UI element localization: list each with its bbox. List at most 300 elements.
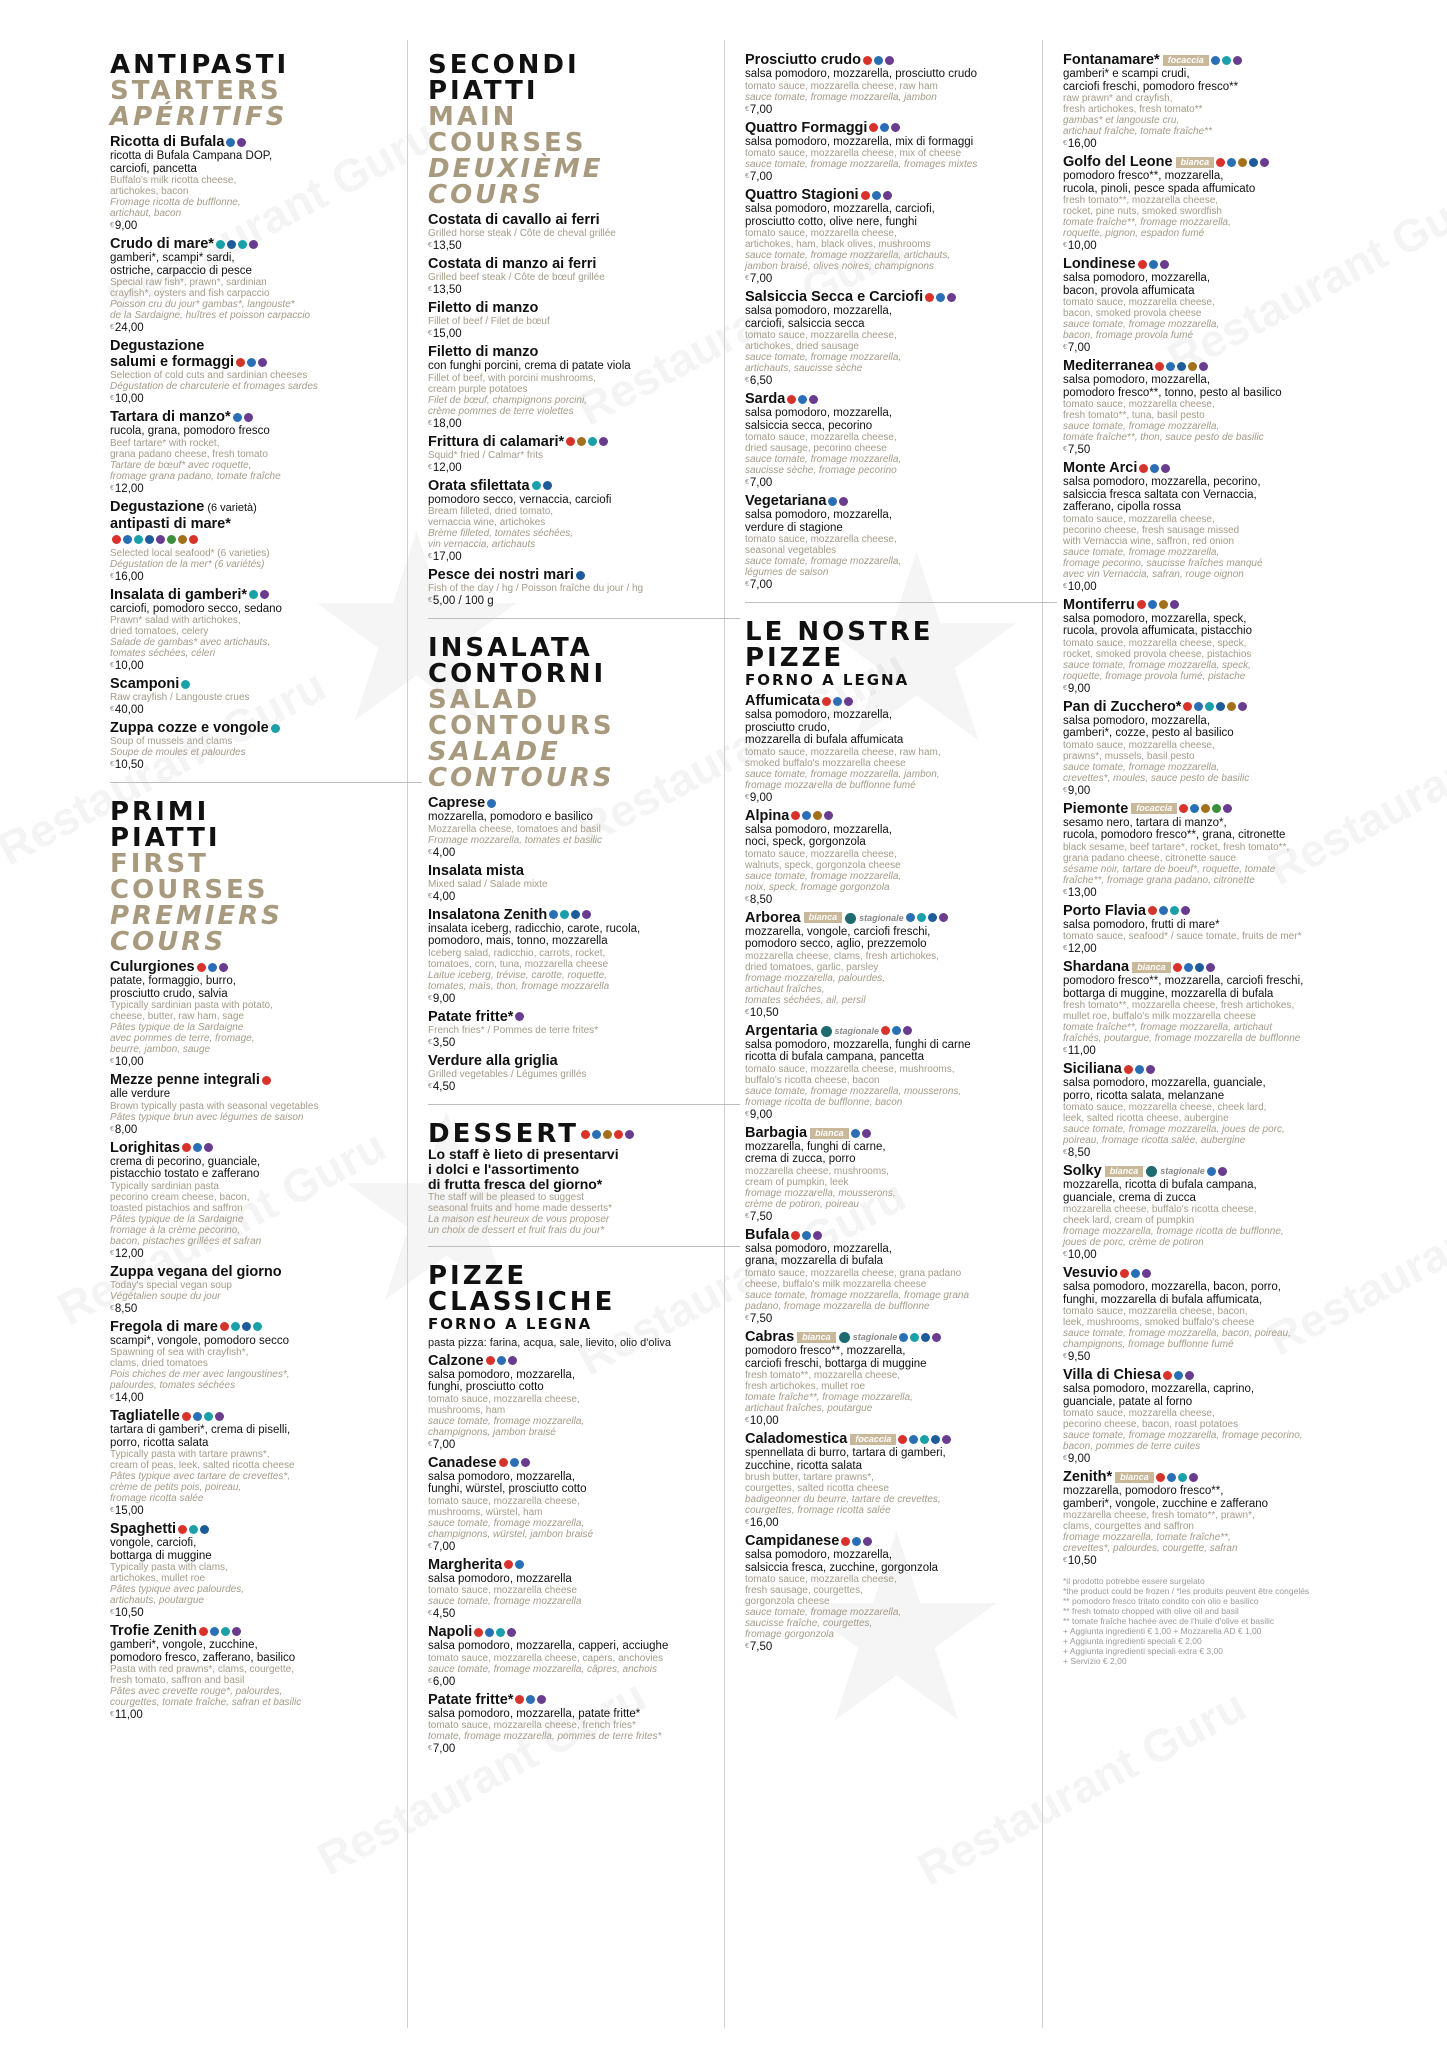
tomato-allergen-icon [1173,963,1182,972]
menu-item [745,693,1057,805]
dish-ingredients-en: artichokes, bacon [110,186,189,197]
seasonal-badge: stagionale [821,1023,880,1039]
meat-allergen-icon [1223,804,1232,813]
dish-ingredients: ricotta di Bufala Campana DOP, [110,150,273,162]
dish-price: € 4,50 [428,1080,740,1094]
dish-ingredients: salsa pomodoro, frutti di mare* [1063,918,1220,931]
dish-ingredients-fr: Pâtes typique avec tartare de crevettes*, [110,1471,291,1482]
dish-ingredients-en: with Vernaccia wine, saffron, red onion [1063,535,1235,547]
dish-name [745,120,1057,136]
dish-ingredients: guanciale, patate al forno [1063,1395,1193,1408]
menu-item [110,499,422,584]
dish-name-text: Zenith* [1063,1469,1113,1486]
dish-ingredients-fr: fromage grana padano, tomate fraîche [110,470,281,482]
cheese-allergen-icon [210,1627,219,1636]
dish-name [428,256,740,272]
menu-item [110,134,422,233]
dish-ingredients: noci, speck, gorgonzola [745,836,866,848]
dish-type-badge: bianca [1105,1166,1144,1177]
dish-ingredients-en: raw prawn* and crayfish, [1063,93,1173,104]
cheese-allergen-icon [872,191,881,200]
dish-name-text: Solky [1063,1163,1102,1179]
dish-ingredients-fr: sauce tomate, fromage mozzarella, [1063,546,1220,558]
dish-ingredients: salsa pomodoro, mozzarella, mix di formaggi [745,135,974,148]
dish-type-badge: bianca [1115,1472,1154,1483]
dish-name-text: Campidanese [745,1533,840,1550]
menu-item [1063,52,1375,151]
meat-allergen-icon [883,191,892,200]
dish-ingredients: salsa pomodoro, mozzarella, [745,823,893,836]
dish-price: € 40,00 [110,703,422,717]
dish-name-text: Zuppa vegana del giorno [110,1263,282,1280]
section-title: PRIMI [110,797,210,827]
dessert-text: Lo staff è lieto di presentarvi [428,1145,619,1162]
meat-allergen-icon [1189,1473,1198,1482]
meat-allergen-icon [244,413,253,422]
dish-ingredients: salsa pomodoro, mozzarella, speck, [1063,612,1247,625]
dish-ingredients: mozzarella, pomodoro fresco**, [1063,1485,1224,1498]
dish-ingredients-fr: avec vin Vernaccia, safran, rouge oignon [1063,568,1244,580]
dish-name [428,863,740,879]
seafood-allergen-icon [1178,1473,1187,1482]
tomato-allergen-icon [869,123,878,132]
dish-name [1063,358,1375,374]
tomato-allergen-icon [822,697,831,706]
menu-item [745,910,1057,1020]
section-separator [745,602,1057,603]
dish-ingredients-en: crayfish*, oysters and fish carpaccio [110,288,270,299]
insalata-header [428,635,740,791]
dish-name [1063,1265,1375,1281]
dish-type-badge: bianca [1132,962,1171,973]
primi-list [110,959,422,1722]
seafood-allergen-icon [253,1322,262,1331]
dish-name-text: Pesce dei nostri mari [428,567,574,583]
dish-ingredients-fr: fromage mozzarella, tomate fraîche**, [1063,1532,1231,1544]
menu-item [428,478,740,565]
dish-name-text: Pan di Zucchero* [1063,698,1182,715]
dish-ingredients-en: fresh tomato**, mozzarella cheese, fresh artichokes, [1063,1000,1295,1011]
dish-ingredients-fr: sauce tomate, fromage mozzarella, [1063,319,1220,330]
dish-ingredients: salsiccia fresca, zucchine, gorgonzola [745,1561,939,1574]
secondi-list [428,212,740,608]
fish-allergen-icon [1249,158,1258,167]
dish-name-text: Margherita [428,1556,503,1573]
meat-allergen-icon [156,535,165,544]
dish-ingredients-fr: sauce tomate, fromage mozzarella, mousserons, [745,1085,962,1097]
nuts-allergen-icon [1238,158,1247,167]
dish-ingredients-en: tomato sauce, seafood* / sauce tomate, fruits de mer* [1063,931,1302,942]
dish-name-text: Filetto di manzo [428,300,539,316]
dish-name-text: Insalata mista [428,862,524,879]
dish-ingredients: zafferano, cipolla rossa [1063,501,1182,513]
pizze-list [745,52,1057,592]
dish-ingredients-en: fresh tomato, saffron and basil [110,1675,245,1686]
dish-type-badge: bianca [1176,157,1215,168]
meat-allergen-icon [249,240,258,249]
tomato-allergen-icon [787,395,796,404]
pizze-classiche-header [428,1260,740,1349]
dish-ingredients-fr: Pâtes avec crevette rouge*, palourdes, [110,1686,283,1697]
section-title-en: COURSES [428,128,587,158]
section-title: PIATTI [428,76,539,106]
seafood-allergen-icon [271,724,280,733]
dish-ingredients-fr: noix, speck, fromage gorgonzola [745,881,890,893]
dish-ingredients-en: cheek lard, cream of pumpkin [1063,1215,1195,1227]
dish-name-text: Frittura di calamari* [428,433,565,450]
dish-ingredients-fr: fromage mozzarella, palourdes, [745,972,886,984]
dish-name [428,1692,740,1708]
meat-allergen-icon [258,358,267,367]
dish-ingredients-en: artichokes, ham, black olives, mushrooms [745,239,931,250]
section-title-fr: COURS [110,927,227,957]
meat-allergen-icon [507,1628,516,1637]
dish-price: € 7,50 [745,1640,1057,1654]
menu-item [745,1227,1057,1326]
dish-ingredients-en: Typically pasta with tartare prawns*, [110,1449,270,1460]
dish-price: € 10,50 [745,1006,1057,1020]
fish-allergen-icon [145,535,154,544]
dish-name-text: Quattro Stagioni [745,187,859,203]
dish-name [745,52,1057,68]
cheese-allergen-icon [549,910,558,919]
menu-item [745,187,1057,286]
veg-allergen-icon [1212,804,1221,813]
section-title: INSALATA [428,633,593,663]
menu-item [745,1023,1057,1122]
dish-name-text: Vesuvio [1063,1265,1118,1282]
cheese-allergen-icon [247,358,256,367]
dish-name [110,959,422,975]
dish-ingredients-en: tomato sauce, mozzarella cheese, [1063,399,1215,410]
meat-allergen-icon [862,1129,871,1138]
meat-allergen-icon [1218,1167,1227,1176]
dish-ingredients-en: vernaccia wine, artichokes [428,517,546,528]
meat-allergen-icon [1233,56,1242,65]
dish-ingredients: zucchine, ricotta salata [745,1459,862,1472]
menu-item [428,300,740,341]
dish-ingredients-fr: Pois chiches de mer avec langoustines*, [110,1369,290,1380]
menu-item [428,907,740,1006]
dish-ingredients: salsa pomodoro, mozzarella [428,1572,572,1585]
seafood-allergen-icon [910,1333,919,1342]
menu-item [745,493,1057,592]
dish-name [428,344,740,360]
tomato-allergen-icon [474,1628,483,1637]
dish-ingredients-en: grana padano cheese, citronette sauce [1063,852,1236,864]
dish-price: € 7,00 [428,1540,740,1554]
seafood-allergen-icon [216,240,225,249]
dish-ingredients: salsa pomodoro, mozzarella, [745,1549,893,1562]
dish-ingredients-fr: fromage gorgonzola [745,1629,834,1641]
meat-allergen-icon [1142,1269,1151,1278]
dish-name [110,1521,422,1537]
dish-ingredients: salsa pomodoro, mozzarella, capperi, acciughe [428,1640,669,1652]
tomato-allergen-icon [791,811,800,820]
dish-name-text: Filetto di manzo [428,344,539,360]
meat-allergen-icon [1170,600,1179,609]
seafood-allergen-icon [496,1628,505,1637]
dish-ingredients-en: tomato sauce, mozzarella cheese, capers, anchovies [428,1652,664,1664]
tomato-allergen-icon [1124,1065,1133,1074]
dish-ingredients: crema di zucca, porro [745,1153,856,1166]
menu-item [745,391,1057,490]
dish-ingredients-en: clams, dried tomatoes [110,1358,208,1369]
dish-ingredients-en: dried tomatoes, celery [110,626,209,637]
dish-ingredients: mozzarella, funghi di carne, [745,1140,886,1153]
dish-price: € 7,00 [745,272,1057,286]
dish-ingredients-en: tomato sauce, mozzarella cheese, raw ham [745,80,938,92]
dish-name-text: Londinese [1063,256,1136,272]
menu-item [110,338,422,406]
dish-ingredients-fr: sauce tomate, fromage mozzarella [428,1596,582,1607]
dish-type-badge: bianca [804,912,843,923]
tomato-allergen-icon [898,1435,907,1444]
dish-name-text: Lorighitas [110,1139,181,1156]
seafood-allergen-icon [1170,906,1179,915]
dish-ingredients-en: mozzarella cheese, fresh tomato**, prawn*, [1063,1510,1255,1522]
dish-ingredients: pistacchio tostato e zafferano [110,1168,260,1180]
dish-ingredients: pomodoro secco, vernaccia, carciofi [428,493,612,506]
fish-allergen-icon [576,571,585,580]
cheese-allergen-icon [487,799,496,808]
dish-name-text: Costata di manzo ai ferri [428,256,597,272]
dish-name-text: Orata sfilettata [428,477,530,494]
dish-ingredients: salsa pomodoro, mozzarella, [1063,272,1211,284]
meat-allergen-icon [219,963,228,972]
menu-item [110,1319,422,1406]
dish-ingredients: salsa pomodoro, mozzarella, [745,1242,893,1255]
dish-ingredients-en: Pasta with red prawns*, clams, courgette, [110,1664,294,1675]
dish-name [110,1072,422,1088]
dish-price: € 9,00 [110,219,422,233]
dish-price: € 12,00 [428,461,740,475]
dish-price: € 10,00 [110,392,422,406]
meat-allergen-icon [1181,906,1190,915]
dish-ingredients-fr: badigeonner du beurre, tartare de crevettes, [745,1494,941,1506]
cheese-allergen-icon [906,913,915,922]
dish-ingredients: prosciutto crudo, [745,721,831,734]
meat-allergen-icon [537,1695,546,1704]
dish-ingredients-en: tomato sauce, mozzarella cheese, [1063,297,1215,308]
dish-ingredients-en: fresh tomato**, tuna, basil pesto [1063,410,1205,421]
menu-item [745,52,1057,117]
dish-ingredients-en: Selection of cold cuts and sardinian cheeses [110,370,308,381]
dish-price: € 17,00 [428,550,740,564]
dish-ingredients-en: Typically sardinian pasta [110,1180,219,1192]
menu-item [110,1072,422,1137]
dish-price: € 12,00 [1063,942,1375,956]
cheese-allergen-icon [802,811,811,820]
dish-price: € 7,50 [745,1210,1057,1224]
dish-price: € 7,00 [428,1438,740,1452]
dish-ingredients: alle verdure [110,1088,171,1100]
dish-ingredients: porro, ricotta salata, melanzane [1063,1089,1225,1102]
meat-allergen-icon [844,697,853,706]
fish-allergen-icon [928,913,937,922]
dish-ingredients-fr: tomate fraîche**, thon, sauce pesto de basilic [1063,432,1264,443]
cheese-allergen-icon [851,1129,860,1138]
menu-item [1063,959,1375,1058]
dish-type-badge: bianca [797,1332,836,1343]
cheese-allergen-icon [592,1130,601,1139]
dish-price: € 7,00 [428,1742,740,1756]
fish-allergen-icon [1216,702,1225,711]
menu-item [428,567,740,608]
dish-ingredients-fr: sauce tomate, fromage mozzarella, [745,352,902,363]
cheese-allergen-icon [880,123,889,132]
menu-item [1063,1469,1375,1568]
dish-ingredients-fr: Fromage mozzarella, tomates et basilic [428,834,602,846]
tomato-allergen-icon [499,1458,508,1467]
dish-price: € 6,50 [745,374,1057,388]
dish-price: € 12,00 [110,482,422,496]
dish-ingredients-en: Soup of mussels and clams [110,736,233,747]
dish-ingredients-fr: sauce tomate, fromage mozzarella, [745,556,902,567]
tomato-allergen-icon [1137,600,1146,609]
primi-header [110,799,422,955]
dish-name [428,567,740,583]
nuts-allergen-icon [813,811,822,820]
section-title: ANTIPASTI [110,50,290,80]
dish-ingredients-fr: bacon, fromage provola fumé [1063,330,1194,341]
meat-allergen-icon [863,1537,872,1546]
dish-ingredients-en: prawns*, mussels, basil pesto [1063,750,1195,762]
dish-price: € 7,00 [745,578,1057,592]
menu-item [428,1692,740,1757]
tomato-allergen-icon [791,1231,800,1240]
nuts-allergen-icon [178,535,187,544]
dessert-text: di frutta fresca del giorno* [428,1175,603,1192]
dish-name [1063,256,1375,272]
dish-name-text: Calzone [428,1352,484,1369]
cheese-allergen-icon [233,413,242,422]
cheese-allergen-icon [193,1412,202,1421]
cheese-allergen-icon [208,963,217,972]
meat-allergen-icon [582,910,591,919]
seasonal-badge: stagionale [1146,1163,1205,1179]
cheese-allergen-icon [1149,260,1158,269]
section-separator [428,618,740,619]
dish-price: € 8,50 [1063,1146,1375,1160]
dish-ingredients-fr: Pâtes typique avec palourdes, [110,1584,244,1595]
dish-ingredients-fr: tomate, fromage mozzarella, pommes de terre frites* [428,1731,662,1742]
dish-ingredients-fr: Soupe de moules et palourdes [110,747,246,758]
dish-ingredients-fr: fromage mozzarella, fromage ricotta de bufflonne, [1063,1226,1284,1238]
dish-name [110,338,422,354]
cheese-allergen-icon [1131,1269,1140,1278]
cheese-allergen-icon [1190,804,1199,813]
fish-allergen-icon [1177,362,1186,371]
dish-name-text: Mediterranea [1063,358,1154,374]
dish-ingredients: rucola, pinoli, pesce spada affumicato [1063,182,1256,195]
meat-allergen-icon [508,1356,517,1365]
menu-item [745,808,1057,907]
section-title: PIZZE [428,1260,528,1291]
menu-item [110,1521,422,1620]
dish-ingredients-en: clams, courgettes and saffron [1063,1521,1194,1533]
meat-allergen-icon [232,1627,241,1636]
tomato-allergen-icon [881,1026,890,1035]
dish-price: € 13,50 [428,283,740,297]
dish-price: € 9,00 [745,791,1057,805]
dish-ingredients-fr: palourdes, tomates séchées [110,1380,236,1391]
dish-ingredients-en: tomato sauce, mozzarella cheese, [745,432,897,443]
watermark [909,1678,1255,1896]
dish-name-text: Affumicata [745,693,820,709]
dish-name [745,808,1057,824]
dish-ingredients-fr: sauce tomate, fromage mozzarella, artichauts, [745,250,951,261]
dish-price: € 9,00 [428,992,740,1006]
meat-allergen-icon [891,123,900,132]
cheese-allergen-icon [833,697,842,706]
dish-price: € 10,50 [110,758,422,772]
tomato-allergen-icon [199,1627,208,1636]
tomato-allergen-icon [236,358,245,367]
menu-item [428,256,740,297]
meat-allergen-icon [625,1130,634,1139]
meat-allergen-icon [839,497,848,506]
section-title-en: SALAD [428,685,541,715]
dish-ingredients: salsiccia fresca saltata con Vernaccia, [1063,488,1257,501]
dish-name-text: Sarda [745,391,786,407]
dish-ingredients-en: tomato sauce, mozzarella cheese, raw ham, [745,746,941,758]
dish-price: € 9,00 [1063,682,1375,696]
cheese-allergen-icon [899,1333,908,1342]
dish-ingredients-en: fresh sausage, courgettes, [745,1585,863,1597]
dish-ingredients: verdure di stagione [745,521,843,534]
dish-ingredients: crema di pecorino, guanciale, [110,1155,261,1168]
dish-ingredients: carciofi, salsiccia secca [745,317,865,330]
dish-name-text: Monte Arci [1063,460,1138,476]
dish-ingredients-en: courgettes, salted ricotta cheese [745,1483,889,1495]
menu-item [428,795,740,860]
menu-item [745,1533,1057,1654]
menu-item [1063,154,1375,253]
dish-ingredients-en: Iceberg salad, radicchio, carrots, rocket, [428,947,606,959]
dish-name-text: Quattro Formaggi [745,119,868,136]
dish-name [1063,1061,1375,1077]
dish-name [110,720,422,736]
tomato-allergen-icon [863,56,872,65]
meat-allergen-icon [237,138,246,147]
meat-allergen-icon [1199,362,1208,371]
dish-ingredients-en: Fish of the day / hg / Poisson fraîche du jour / hg [428,583,644,594]
dish-ingredients-en: tomato sauce, mozzarella cheese, mushrooms, [745,1063,955,1075]
dish-ingredients-en: rocket, pine nuts, smoked swordfish [1063,206,1222,217]
menu-item [110,959,422,1069]
tomato-allergen-icon [1163,1371,1172,1380]
section-title-en: FIRST [110,849,209,879]
meat-allergen-icon [1146,1065,1155,1074]
seafood-allergen-icon [181,680,190,689]
dish-name [110,516,422,532]
dish-ingredients-en: pecorino cheese, fresh sausage missed [1063,524,1240,536]
dish-name-extra: (6 varietà) [204,501,257,514]
dish-name-text: Insalata di gamberi* [110,586,247,603]
dish-ingredients-fr: Dégustation de charcuterie et fromages sardes [110,381,318,392]
dish-name-text: Mezze penne integrali [110,1072,260,1088]
dish-ingredients-en: Grilled horse steak / Côte de cheval grillée [428,228,616,239]
dish-name-text: Patate fritte* [428,1008,514,1025]
dish-ingredients-fr: fromage ricotta salée [110,1493,204,1504]
dish-ingredients-fr: sauce tomate, fromage mozzarella, joues de porc, [1063,1124,1285,1135]
veg-allergen-icon [167,535,176,544]
dish-price: € 14,00 [110,1391,422,1405]
dish-name [428,1009,740,1025]
dish-price: € 13,00 [1063,886,1375,900]
dish-ingredients: salsa pomodoro, mozzarella, patate fritte* [428,1707,641,1720]
